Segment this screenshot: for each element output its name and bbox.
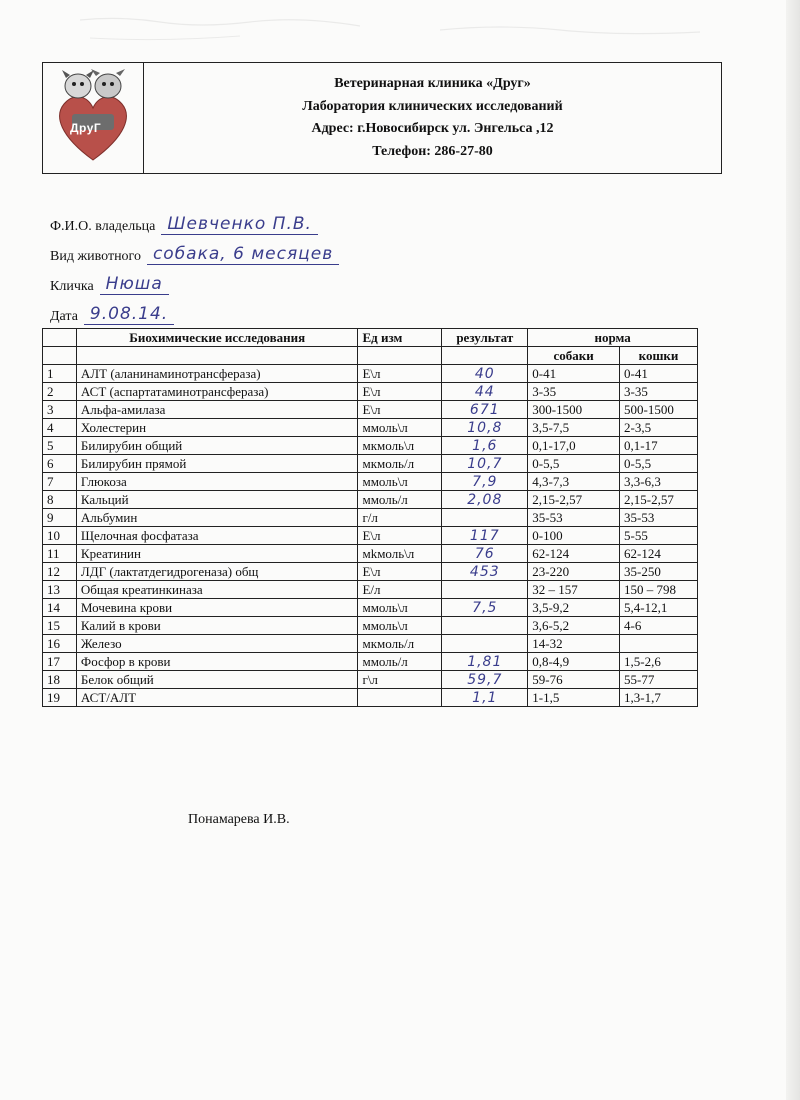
table-row	[43, 617, 698, 635]
test-name-cell	[76, 437, 358, 455]
norm-dogs: 300-1500	[532, 401, 583, 417]
result-value-cell	[442, 527, 528, 545]
row-number: 8	[47, 491, 54, 507]
norm-cats-cell	[620, 653, 698, 671]
test-name-cell	[76, 455, 358, 473]
norm-cats: 35-53	[624, 509, 655, 525]
unit: Е\л	[362, 365, 381, 381]
norm-cats: 55-77	[624, 671, 655, 687]
bleed-through-marks	[60, 8, 760, 48]
test-name-cell	[76, 671, 358, 689]
unit-cell	[358, 599, 442, 617]
row-number-cell	[43, 473, 77, 491]
norm-dogs-cell	[528, 581, 620, 599]
test-name: Щелочная фосфатаза	[80, 527, 199, 543]
table-subheader-row	[43, 347, 698, 365]
norm-cats: 2,15-2,57	[624, 491, 674, 507]
table-row	[43, 455, 698, 473]
table-header-row	[43, 329, 698, 347]
date-value: 9.08.14.	[84, 305, 174, 325]
row-number: 11	[47, 545, 60, 561]
norm-dogs: 3,5-9,2	[532, 599, 570, 615]
unit: ммоль\л	[362, 419, 408, 435]
test-name-cell	[76, 635, 358, 653]
test-name: Белок общий	[80, 671, 154, 687]
norm-dogs-cell	[528, 545, 620, 563]
result-value: 40	[472, 366, 498, 383]
row-number-cell	[43, 491, 77, 509]
row-number: 10	[47, 527, 60, 543]
norm-dogs-cell	[528, 671, 620, 689]
norm-cats-cell	[620, 671, 698, 689]
result-value-cell	[442, 473, 528, 491]
norm-cats: 1,5-2,6	[624, 653, 661, 669]
test-name-cell	[76, 509, 358, 527]
norm-cats: 3-35	[624, 383, 648, 399]
subheader-empty	[43, 347, 77, 365]
unit-cell	[358, 689, 442, 707]
animal-field	[50, 235, 650, 265]
row-number: 14	[47, 599, 60, 615]
row-number-cell	[43, 671, 77, 689]
norm-cats-cell	[620, 527, 698, 545]
result-value	[482, 636, 488, 652]
row-number-cell	[43, 401, 77, 419]
owner-label: Ф.И.О. владельца	[50, 219, 156, 234]
result-value: 44	[472, 384, 498, 401]
norm-cats-cell	[620, 473, 698, 491]
result-value-cell	[442, 383, 528, 401]
row-number-cell	[43, 509, 77, 527]
test-name: Билирубин общий	[80, 437, 183, 453]
norm-cats: 0-41	[624, 365, 648, 381]
result-value	[482, 618, 488, 634]
result-value: 1,81	[464, 654, 505, 671]
clinic-address: Адрес: г.Новосибирск ул. Энгельса ,12	[311, 121, 554, 137]
test-name-cell	[76, 617, 358, 635]
norm-dogs: 62-124	[532, 545, 570, 561]
result-value-cell	[442, 401, 528, 419]
clinic-name: Ветеринарная клиника «Друг»	[334, 75, 531, 91]
result-value: 2,08	[464, 492, 505, 509]
norm-dogs-cell	[528, 509, 620, 527]
unit-cell	[358, 437, 442, 455]
row-number: 18	[47, 671, 60, 687]
unit-cell	[358, 563, 442, 581]
owner-field	[50, 205, 650, 235]
result-value: 10,8	[464, 420, 505, 437]
unit: мkмоль\л	[362, 545, 415, 561]
table-body	[43, 365, 698, 707]
test-name: Фосфор в крови	[80, 653, 171, 669]
unit-cell	[358, 617, 442, 635]
result-value-cell	[442, 617, 528, 635]
table-row	[43, 509, 698, 527]
norm-dogs-cell	[528, 599, 620, 617]
norm-cats: 3,3-6,3	[624, 473, 661, 489]
test-name: ЛДГ (лактатдегидрогеназа) общ	[80, 563, 259, 579]
result-value-cell	[442, 455, 528, 473]
norm-dogs: 23-220	[532, 563, 570, 579]
row-number: 12	[47, 563, 60, 579]
table-row	[43, 365, 698, 383]
table-row	[43, 599, 698, 617]
test-name-cell	[76, 383, 358, 401]
norm-dogs-cell	[528, 653, 620, 671]
norm-dogs-cell	[528, 455, 620, 473]
norm-cats: 5-55	[624, 527, 648, 543]
test-name: Холестерин	[80, 419, 147, 435]
test-name-cell	[76, 491, 358, 509]
unit-cell	[358, 527, 442, 545]
row-number-cell	[43, 383, 77, 401]
result-value-cell	[442, 509, 528, 527]
result-value: 671	[467, 402, 503, 419]
table-row	[43, 653, 698, 671]
norm-cats: 5,4-12,1	[624, 599, 668, 615]
result-value-cell	[442, 365, 528, 383]
result-value-cell	[442, 653, 528, 671]
unit-cell	[358, 509, 442, 527]
test-name-cell	[76, 527, 358, 545]
norm-dogs: 0,1-17,0	[532, 437, 576, 453]
row-number-cell	[43, 617, 77, 635]
unit: ммоль\л	[362, 599, 408, 615]
norm-dogs: 0,8-4,9	[532, 653, 570, 669]
row-number: 7	[47, 473, 54, 489]
row-number: 5	[47, 437, 54, 453]
header-result: результат	[442, 329, 528, 347]
unit-cell	[358, 491, 442, 509]
norm-dogs: 4,3-7,3	[532, 473, 570, 489]
norm-dogs: 3-35	[532, 383, 557, 399]
test-name: Кальций	[80, 491, 129, 507]
biochemistry-table	[42, 328, 698, 707]
result-value: 117	[467, 528, 503, 545]
heart-with-animals-icon	[50, 68, 136, 168]
norm-dogs-cell	[528, 437, 620, 455]
clinic-logo	[43, 63, 144, 173]
norm-cats-cell	[620, 365, 698, 383]
table-row	[43, 563, 698, 581]
result-value-cell	[442, 419, 528, 437]
test-name: Альфа-амилаза	[80, 401, 166, 417]
test-name: АСТ (аспартатаминотрансфераза)	[80, 383, 269, 399]
test-name-cell	[76, 365, 358, 383]
table-row	[43, 581, 698, 599]
table-row	[43, 491, 698, 509]
header-cats: кошки	[620, 347, 698, 365]
row-number-cell	[43, 653, 77, 671]
norm-dogs: 1-1,5	[532, 689, 560, 705]
row-number: 1	[47, 365, 54, 381]
norm-cats-cell	[620, 437, 698, 455]
norm-cats-cell	[620, 383, 698, 401]
row-number: 3	[47, 401, 54, 417]
result-value-cell	[442, 491, 528, 509]
norm-cats-cell	[620, 419, 698, 437]
norm-dogs-cell	[528, 365, 620, 383]
header-num	[43, 329, 77, 347]
test-name-cell	[76, 473, 358, 491]
row-number: 9	[47, 509, 54, 525]
test-name: Общая креатинкиназа	[80, 581, 203, 597]
unit: мкмоль/л	[362, 635, 415, 651]
table-row	[43, 383, 698, 401]
result-value: 453	[467, 564, 503, 581]
result-value-cell	[442, 671, 528, 689]
result-value: 10,7	[464, 456, 505, 473]
unit: Е\л	[362, 527, 381, 543]
date-field	[50, 295, 650, 325]
unit: мкмоль\л	[362, 437, 415, 453]
test-name: Мочевина крови	[80, 599, 173, 615]
unit-cell	[358, 581, 442, 599]
result-value-cell	[442, 599, 528, 617]
subheader-empty	[358, 347, 442, 365]
row-number-cell	[43, 635, 77, 653]
result-value: 1,6	[469, 438, 500, 455]
table-row	[43, 473, 698, 491]
unit: ммоль\л	[362, 617, 408, 633]
norm-cats-cell	[620, 491, 698, 509]
test-name-cell	[76, 599, 358, 617]
row-number-cell	[43, 365, 77, 383]
norm-cats-cell	[620, 509, 698, 527]
norm-dogs-cell	[528, 689, 620, 707]
norm-dogs: 32 – 157	[532, 581, 578, 597]
test-name: Билирубин прямой	[80, 455, 187, 471]
row-number-cell	[43, 689, 77, 707]
test-name-cell	[76, 689, 358, 707]
unit: ммоль/л	[362, 653, 408, 669]
row-number-cell	[43, 599, 77, 617]
unit-cell	[358, 455, 442, 473]
norm-cats: 62-124	[624, 545, 661, 561]
unit-cell	[358, 545, 442, 563]
norm-cats-cell	[620, 401, 698, 419]
row-number-cell	[43, 455, 77, 473]
subheader-empty	[76, 347, 358, 365]
table-row	[43, 401, 698, 419]
test-name-cell	[76, 545, 358, 563]
norm-cats-cell	[620, 635, 698, 653]
unit-cell	[358, 635, 442, 653]
norm-cats-cell	[620, 689, 698, 707]
norm-cats: 1,3-1,7	[624, 689, 661, 705]
date-label: Дата	[50, 309, 78, 324]
signature: Понамарева И.В.	[188, 812, 290, 827]
test-name-cell	[76, 581, 358, 599]
test-name: Глюкоза	[80, 473, 127, 489]
test-name: АЛТ (аланинаминотрансфераза)	[80, 365, 261, 381]
norm-dogs: 0-100	[532, 527, 563, 543]
norm-dogs-cell	[528, 527, 620, 545]
pet-name-label: Кличка	[50, 279, 94, 294]
logo-text: ДруГ	[70, 121, 102, 135]
row-number-cell	[43, 527, 77, 545]
norm-dogs: 0-41	[532, 365, 557, 381]
norm-dogs-cell	[528, 473, 620, 491]
table-row	[43, 419, 698, 437]
norm-cats: 4-6	[624, 617, 642, 633]
row-number-cell	[43, 563, 77, 581]
result-value-cell	[442, 689, 528, 707]
result-value-cell	[442, 437, 528, 455]
unit-cell	[358, 401, 442, 419]
row-number: 2	[47, 383, 54, 399]
result-value-cell	[442, 581, 528, 599]
norm-dogs-cell	[528, 419, 620, 437]
unit-cell	[358, 365, 442, 383]
table-row	[43, 635, 698, 653]
unit: мкмоль/л	[362, 455, 415, 471]
test-name: АСТ/АЛТ	[80, 689, 137, 705]
unit-cell	[358, 671, 442, 689]
test-name: Калий в крови	[80, 617, 161, 633]
norm-dogs-cell	[528, 563, 620, 581]
unit-cell	[358, 653, 442, 671]
result-value: 76	[472, 546, 498, 563]
norm-cats-cell	[620, 563, 698, 581]
header-test: Биохимические исследования	[76, 329, 358, 347]
test-name-cell	[76, 419, 358, 437]
norm-cats-cell	[620, 581, 698, 599]
clinic-header	[42, 62, 722, 174]
norm-dogs: 35-53	[532, 509, 563, 525]
unit: ммоль\л	[362, 473, 408, 489]
norm-dogs: 3,5-7,5	[532, 419, 570, 435]
test-name: Железо	[80, 635, 122, 651]
norm-dogs: 0-5,5	[532, 455, 560, 471]
row-number: 19	[47, 689, 60, 705]
result-value-cell	[442, 545, 528, 563]
norm-cats-cell	[620, 545, 698, 563]
result-value-cell	[442, 635, 528, 653]
norm-dogs: 3,6-5,2	[532, 617, 570, 633]
unit: г/л	[362, 509, 378, 525]
result-value: 1,1	[469, 690, 500, 707]
test-name-cell	[76, 401, 358, 419]
norm-dogs-cell	[528, 383, 620, 401]
row-number-cell	[43, 545, 77, 563]
norm-dogs-cell	[528, 491, 620, 509]
result-value	[482, 582, 488, 598]
table-row	[43, 671, 698, 689]
norm-dogs: 14-32	[532, 635, 563, 651]
animal-label: Вид животного	[50, 249, 141, 264]
pet-name-field	[50, 265, 650, 295]
row-number: 13	[47, 581, 60, 597]
animal-value: собака, 6 месяцев	[147, 245, 339, 265]
norm-dogs: 59-76	[532, 671, 563, 687]
unit: г\л	[362, 671, 378, 687]
unit: Е\л	[362, 383, 381, 399]
norm-cats: 35-250	[624, 563, 661, 579]
table-row	[43, 437, 698, 455]
unit: Е/л	[362, 581, 381, 597]
norm-dogs-cell	[528, 635, 620, 653]
unit-cell	[358, 383, 442, 401]
pet-name-value: Нюша	[100, 275, 169, 295]
row-number-cell	[43, 419, 77, 437]
row-number-cell	[43, 437, 77, 455]
patient-fields	[50, 205, 650, 325]
norm-cats-cell	[620, 599, 698, 617]
row-number: 17	[47, 653, 60, 669]
norm-cats: 0,1-17	[624, 437, 658, 453]
row-number: 4	[47, 419, 54, 435]
table-row	[43, 689, 698, 707]
header-dogs: собаки	[528, 347, 620, 365]
result-value: 7,5	[469, 600, 500, 617]
test-name: Альбумин	[80, 509, 138, 525]
row-number: 15	[47, 617, 60, 633]
header-unit: Ед изм	[358, 329, 442, 347]
row-number-cell	[43, 581, 77, 599]
row-number: 16	[47, 635, 60, 651]
table-row	[43, 527, 698, 545]
norm-dogs-cell	[528, 401, 620, 419]
owner-value: Шевченко П.В.	[161, 215, 318, 235]
norm-cats: 500-1500	[624, 401, 674, 417]
test-name-cell	[76, 563, 358, 581]
unit: Е\л	[362, 563, 381, 579]
norm-cats: 150 – 798	[624, 581, 677, 597]
clinic-phone: Телефон: 286-27-80	[372, 144, 493, 160]
norm-cats: 0-5,5	[624, 455, 652, 471]
unit: Е\л	[362, 401, 381, 417]
norm-cats-cell	[620, 617, 698, 635]
norm-cats: 2-3,5	[624, 419, 652, 435]
subheader-empty	[442, 347, 528, 365]
test-name-cell	[76, 653, 358, 671]
lab-name: Лаборатория клинических исследований	[302, 98, 563, 114]
norm-cats-cell	[620, 455, 698, 473]
row-number: 6	[47, 455, 54, 471]
header-norm: норма	[528, 329, 698, 347]
norm-dogs-cell	[528, 617, 620, 635]
table-row	[43, 545, 698, 563]
unit: ммоль/л	[362, 491, 408, 507]
test-name: Креатинин	[80, 545, 141, 561]
result-value: 7,9	[469, 474, 500, 491]
page-edge	[786, 0, 800, 1100]
clinic-info	[144, 63, 721, 173]
unit-cell	[358, 473, 442, 491]
result-value-cell	[442, 563, 528, 581]
unit-cell	[358, 419, 442, 437]
result-value	[482, 510, 488, 526]
result-value: 59,7	[464, 672, 505, 689]
norm-dogs: 2,15-2,57	[532, 491, 583, 507]
